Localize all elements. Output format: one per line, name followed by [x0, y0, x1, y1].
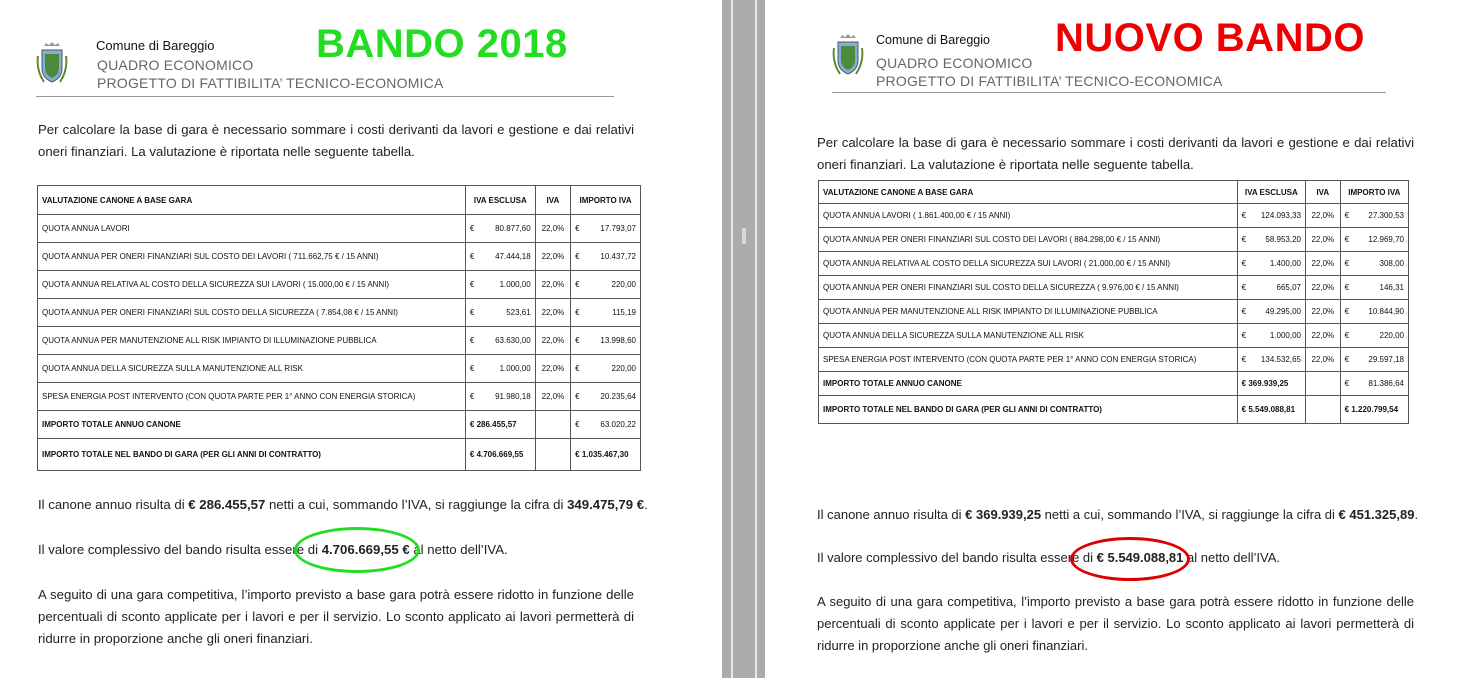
row-iva-rate: 22,0% [1305, 324, 1340, 348]
col-header-iva-esclusa: IVA ESCLUSA [465, 186, 535, 215]
row-label: QUOTA ANNUA DELLA SICUREZZA SULLA MANUTENZIONE ALL RISK [819, 324, 1238, 348]
table-row [819, 324, 1409, 348]
canone-sentence: Il canone annuo risulta di € 369.939,25 netti a cui, sommando l’IVA, si raggiunge la cifra di € 451.325,89. [817, 507, 1419, 522]
row-label: SPESA ENERGIA POST INTERVENTO (CON QUOTA PARTE PER 1° ANNO CON ENERGIA STORICA) [38, 383, 466, 411]
total-annual-importo: € 81.386,64 [1340, 372, 1408, 396]
row-label: SPESA ENERGIA POST INTERVENTO (CON QUOTA PARTE PER 1° ANNO CON ENERGIA STORICA) [819, 348, 1238, 372]
row-amount: € 91.980,18 [465, 383, 535, 411]
table-row [38, 355, 641, 383]
table-row [819, 228, 1409, 252]
total-annual-label: IMPORTO TOTALE ANNUO CANONE [38, 411, 466, 439]
table-row [38, 271, 641, 299]
row-importo-iva: € 10.437,72 [571, 243, 641, 271]
row-iva-rate: 22,0% [535, 215, 570, 243]
seguito-paragraph: A seguito di una gara competitiva, l’importo previsto a base gara potrà essere ridotto in funzione delle percentuali di sconto applicate per i lavori e per il servizio. Lo sconto applicato ai lavori permetterà di ridurre in proporzione anche gli oneri finanziari. [38, 587, 634, 646]
table-row [819, 276, 1409, 300]
row-importo-iva: € 115,19 [571, 299, 641, 327]
valore-amount: € 5.549.088,81 [1096, 550, 1184, 565]
row-importo-iva: € 29.597,18 [1340, 348, 1408, 372]
row-label: QUOTA ANNUA PER MANUTENZIONE ALL RISK IMPIANTO DI ILLUMINAZIONE PUBBLICA [38, 327, 466, 355]
row-iva-rate: 22,0% [535, 383, 570, 411]
row-iva-rate: 22,0% [535, 299, 570, 327]
col-header-iva-esclusa: IVA ESCLUSA [1237, 181, 1305, 204]
row-label: QUOTA ANNUA LAVORI ( 1.861.400,00 € / 15 ANNI) [819, 204, 1238, 228]
row-iva-rate: 22,0% [1305, 348, 1340, 372]
header-divider [832, 92, 1386, 93]
quadro-economico-title: QUADRO ECONOMICO [876, 55, 1033, 71]
valore-amount: 4.706.669,55 € [321, 542, 410, 557]
row-amount: € 124.093,33 [1237, 204, 1305, 228]
total-bando-importo: € 1.035.467,30 [571, 439, 641, 471]
total-annual-label: IMPORTO TOTALE ANNUO CANONE [819, 372, 1238, 396]
table-row [38, 327, 641, 355]
table-row [38, 215, 641, 243]
row-importo-iva: € 308,00 [1340, 252, 1408, 276]
progetto-title: PROGETTO DI FATTIBILITA’ TECNICO-ECONOMICA [97, 75, 444, 91]
total-bando-label: IMPORTO TOTALE NEL BANDO DI GARA (PER GLI ANNI DI CONTRATTO) [819, 396, 1238, 424]
row-amount: € 80.877,60 [465, 215, 535, 243]
empty-cell [535, 411, 570, 439]
bando-2018-stamp: BANDO 2018 [316, 22, 568, 66]
intro-paragraph: Per calcolare la base di gara è necessario sommare i costi derivanti da lavori e gestione e dai relativi oneri finanziari. La valutazione è riportata nelle seguente tabella. [817, 135, 1414, 172]
header-divider [36, 96, 614, 97]
highlight-oval-red [1070, 537, 1190, 581]
total-annual-amount: € 369.939,25 [1237, 372, 1305, 396]
canone-amount: € 286.455,57 [188, 497, 266, 512]
row-label: QUOTA ANNUA RELATIVA AL COSTO DELLA SICUREZZA SUI LAVORI ( 21.000,00 € / 15 ANNI) [819, 252, 1238, 276]
row-iva-rate: 22,0% [1305, 204, 1340, 228]
row-amount: € 1.000,00 [465, 355, 535, 383]
valore-sentence: Il valore complessivo del bando risulta essere di € 5.549.088,81 al netto dell’IVA. [817, 550, 1280, 565]
row-amount: € 63.630,00 [465, 327, 535, 355]
seguito-paragraph: A seguito di una gara competitiva, l’importo previsto a base gara potrà essere ridotto in funzione delle percentuali di sconto applicate per i lavori e per il servizio. Lo sconto applicato ai lavori permetterà di ridurre in proporzione anche gli oneri finanziari. [817, 594, 1414, 653]
row-importo-iva: € 20.235,64 [571, 383, 641, 411]
valuation-table [37, 185, 641, 471]
row-label: QUOTA ANNUA RELATIVA AL COSTO DELLA SICUREZZA SUI LAVORI ( 15.000,00 € / 15 ANNI) [38, 271, 466, 299]
row-importo-iva: € 27.300,53 [1340, 204, 1408, 228]
col-header-iva: IVA [535, 186, 570, 215]
progetto-title: PROGETTO DI FATTIBILITA’ TECNICO-ECONOMICA [876, 73, 1223, 89]
table-row [38, 243, 641, 271]
total-annual-importo: € 63.020,22 [571, 411, 641, 439]
comune-crest-icon [832, 34, 864, 78]
highlight-oval-green [294, 527, 420, 573]
row-amount: € 665,07 [1237, 276, 1305, 300]
row-iva-rate: 22,0% [535, 243, 570, 271]
row-amount: € 1.000,00 [1237, 324, 1305, 348]
total-bando-amount: € 5.549.088,81 [1237, 396, 1305, 424]
row-amount: € 49.295,00 [1237, 300, 1305, 324]
row-importo-iva: € 10.844,90 [1340, 300, 1408, 324]
table-row [819, 252, 1409, 276]
row-importo-iva: € 220,00 [1340, 324, 1408, 348]
row-iva-rate: 22,0% [1305, 276, 1340, 300]
row-importo-iva: € 17.793,07 [571, 215, 641, 243]
row-iva-rate: 22,0% [535, 327, 570, 355]
col-header-description: VALUTAZIONE CANONE A BASE GARA [38, 186, 466, 215]
row-amount: € 1.400,00 [1237, 252, 1305, 276]
col-header-description: VALUTAZIONE CANONE A BASE GARA [819, 181, 1238, 204]
table-row [819, 348, 1409, 372]
row-label: QUOTA ANNUA DELLA SICUREZZA SULLA MANUTENZIONE ALL RISK [38, 355, 466, 383]
total-annual-amount: € 286.455,57 [465, 411, 535, 439]
col-header-iva: IVA [1305, 181, 1340, 204]
canone-total-with-iva: 349.475,79 € [567, 497, 645, 512]
row-iva-rate: 22,0% [535, 271, 570, 299]
row-importo-iva: € 12.969,70 [1340, 228, 1408, 252]
total-bando-label: IMPORTO TOTALE NEL BANDO DI GARA (PER GLI ANNI DI CONTRATTO) [38, 439, 466, 471]
valore-sentence: Il valore complessivo del bando risulta essere di 4.706.669,55 € al netto dell’IVA. [38, 542, 508, 557]
comune-crest-icon [36, 42, 68, 86]
row-label: QUOTA ANNUA PER MANUTENZIONE ALL RISK IMPIANTO DI ILLUMINAZIONE PUBBLICA [819, 300, 1238, 324]
canone-total-with-iva: € 451.325,89 [1338, 507, 1415, 522]
row-importo-iva: € 220,00 [571, 271, 641, 299]
valuation-table [818, 180, 1409, 424]
row-label: QUOTA ANNUA PER ONERI FINANZIARI SUL COSTO DELLA SICUREZZA ( 7.854,08 € / 15 ANNI) [38, 299, 466, 327]
total-annual-row [819, 372, 1409, 396]
row-importo-iva: € 13.998,60 [571, 327, 641, 355]
document-page-left [0, 0, 722, 678]
empty-cell [1305, 396, 1340, 424]
row-amount: € 58.953,20 [1237, 228, 1305, 252]
row-iva-rate: 22,0% [1305, 228, 1340, 252]
total-bando-row [819, 396, 1409, 424]
row-label: QUOTA ANNUA LAVORI [38, 215, 466, 243]
comune-name: Comune di Bareggio [96, 38, 215, 53]
table-row [38, 299, 641, 327]
empty-cell [1305, 372, 1340, 396]
row-label: QUOTA ANNUA PER ONERI FINANZIARI SUL COSTO DEI LAVORI ( 711.662,75 € / 15 ANNI) [38, 243, 466, 271]
row-amount: € 134.532,65 [1237, 348, 1305, 372]
row-label: QUOTA ANNUA PER ONERI FINANZIARI SUL COSTO DEI LAVORI ( 884.298,00 € / 15 ANNI) [819, 228, 1238, 252]
quadro-economico-title: QUADRO ECONOMICO [97, 57, 254, 73]
col-header-importo-iva: IMPORTO IVA [571, 186, 641, 215]
row-iva-rate: 22,0% [1305, 300, 1340, 324]
empty-cell [535, 439, 570, 471]
table-row [819, 300, 1409, 324]
document-page-right [765, 0, 1463, 678]
row-importo-iva: € 220,00 [571, 355, 641, 383]
row-importo-iva: € 146,31 [1340, 276, 1408, 300]
row-amount: € 47.444,18 [465, 243, 535, 271]
table-row [38, 383, 641, 411]
total-bando-importo: € 1.220.799,54 [1340, 396, 1408, 424]
intro-paragraph: Per calcolare la base di gara è necessario sommare i costi derivanti da lavori e gestione e dai relativi oneri finanziari. La valutazione è riportata nelle seguente tabella. [38, 122, 634, 159]
row-label: QUOTA ANNUA PER ONERI FINANZIARI SUL COSTO DELLA SICUREZZA ( 9.976,00 € / 15 ANNI) [819, 276, 1238, 300]
total-bando-row [38, 439, 641, 471]
table-row [819, 204, 1409, 228]
viewer-gutter [722, 0, 765, 678]
nuovo-bando-stamp: NUOVO BANDO [1055, 16, 1365, 60]
total-bando-amount: € 4.706.669,55 [465, 439, 535, 471]
total-annual-row [38, 411, 641, 439]
row-amount: € 523,61 [465, 299, 535, 327]
scroll-thumb[interactable] [742, 228, 746, 244]
row-iva-rate: 22,0% [535, 355, 570, 383]
canone-sentence: Il canone annuo risulta di € 286.455,57 netti a cui, sommando l’IVA, si raggiunge la cifra di 349.475,79 €. [38, 497, 648, 512]
row-iva-rate: 22,0% [1305, 252, 1340, 276]
comune-name: Comune di Bareggio [876, 33, 990, 47]
col-header-importo-iva: IMPORTO IVA [1340, 181, 1408, 204]
canone-amount: € 369.939,25 [965, 507, 1042, 522]
row-amount: € 1.000,00 [465, 271, 535, 299]
